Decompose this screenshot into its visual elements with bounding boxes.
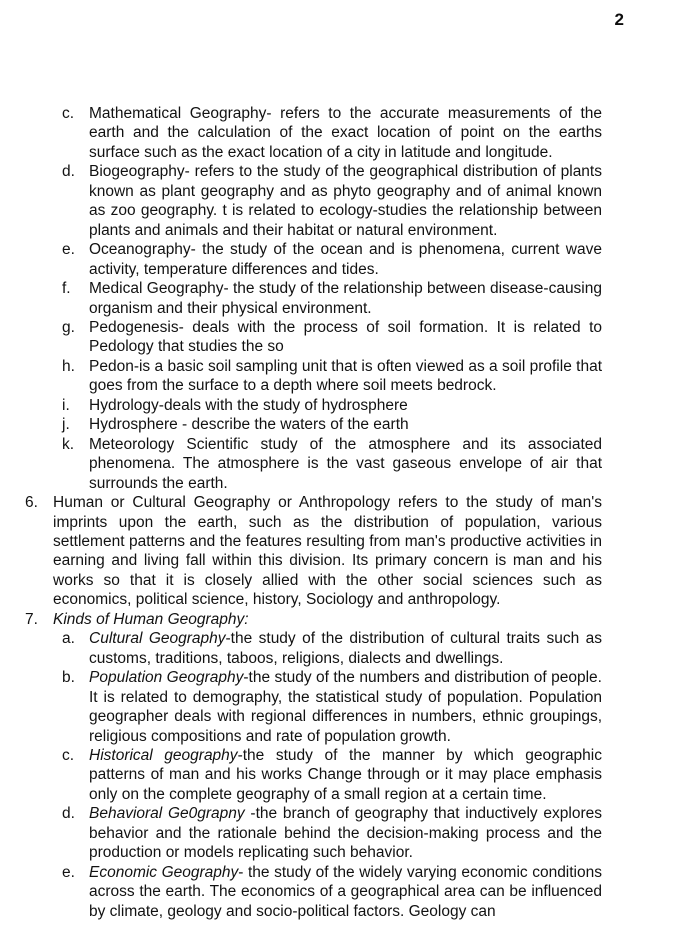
text-segment: Biogeography- refers to the study of the geographical distribution of plants known as plant geography and as phyto geography and of animal known as zoo geography. t is related to ecology-studies the relationship between plants and animals and their habitat or natural environment. [89, 163, 602, 239]
list-item [0, 629, 686, 668]
list-item-text [89, 357, 602, 396]
list-item [0, 863, 686, 921]
list-item-marker: e. [62, 863, 75, 881]
list-item-text [89, 104, 602, 162]
list-item-marker: 6. [25, 494, 38, 512]
list-item [0, 415, 686, 434]
text-segment: Pedon-is a basic soil sampling unit that is often viewed as a soil profile that goes from the surface to a depth where soil meets bedrock. [89, 357, 602, 395]
list-item [0, 104, 686, 162]
list-item-marker: b. [62, 669, 75, 687]
list-item [0, 804, 686, 862]
list-item [0, 610, 686, 629]
list-item-marker: a. [62, 630, 75, 648]
list-item [0, 240, 686, 279]
text-segment: -the branch of geography that inductively explores behavior and the rationale behind the decision-making process and the production or models replicating such behavior. [89, 805, 602, 862]
list-item-text [89, 162, 602, 240]
list-item [0, 435, 686, 493]
text-segment: -the study of the manner by which geographic patterns of man and his works Change through or it may place emphasis only on the complete geography of a small region at a certain time. [89, 746, 602, 803]
page-number: 2 [614, 10, 624, 29]
list-item-marker: h. [62, 357, 75, 375]
list-item-text [89, 746, 602, 804]
text-segment: -the study of the numbers and distribution of people. It is related to demography, the statistical study of population. Population geographer deals with regional differences in numbers, ethnic groupings, religious compositions and rate of population growth. [89, 669, 602, 745]
list-item-text [89, 415, 602, 434]
list-item [0, 318, 686, 357]
text-segment: Hydrology-deals with the study of hydrosphere [89, 396, 408, 414]
list-item-marker: i. [62, 396, 70, 414]
list-item-marker: j. [62, 416, 70, 434]
document-items [0, 104, 686, 921]
list-item-marker: c. [62, 746, 75, 764]
text-segment: Human or Cultural Geography or Anthropology refers to the study of man's imprints upon the earth, such as the distribution of population, various settlement patterns and the features resulting from man's productive activities in earning and living fall within this division. Its primary concern is man and his works so that it is closely allied with the other social sciences such as economics, political science, history, Sociology and anthropology. [53, 494, 602, 609]
list-item-text [89, 629, 602, 668]
list-item-marker: k. [62, 435, 75, 453]
text-segment: Hydrosphere - describe the waters of the earth [89, 416, 409, 434]
italic-text-segment: Population Geography [89, 669, 244, 687]
list-item-text [89, 396, 602, 415]
list-item [0, 668, 686, 746]
text-segment: Oceanography- the study of the ocean and is phenomena, current wave activity, temperature differences and tides. [89, 241, 602, 278]
text-segment: Pedogenesis- deals with the process of soil formation. It is related to Pedology that studies the so [89, 318, 602, 356]
list-item-marker: d. [62, 163, 75, 181]
list-item-text [53, 493, 602, 610]
list-item-text [53, 610, 602, 629]
italic-text-segment: Behavioral Ge0grapny [89, 805, 245, 823]
list-item [0, 279, 686, 318]
text-segment: Mathematical Geography- refers to the accurate measurements of the earth and the calculation of the exact location of point on the earths surface such as the exact location of a city in latitude and longitude. [89, 105, 602, 161]
list-item-marker: f. [62, 280, 71, 298]
italic-text-segment: Kinds of Human Geography: [53, 610, 249, 628]
italic-text-segment: Cultural Geography [89, 630, 226, 648]
list-item-marker: g. [62, 318, 75, 336]
list-item-text [89, 318, 602, 357]
list-item [0, 746, 686, 804]
text-segment: Medical Geography- the study of the relationship between disease-causing organism and their physical environment. [89, 280, 602, 317]
list-item [0, 162, 686, 240]
italic-text-segment: Historical geography [89, 746, 238, 764]
list-item-marker: e. [62, 241, 75, 259]
list-item-marker: 7. [25, 610, 38, 628]
text-segment: - the study of the widely varying economic conditions across the earth. The economics of a geographical area can be influenced by climate, geology and socio-political factors. Geology can [89, 863, 602, 920]
italic-text-segment: Economic Geography [89, 863, 239, 881]
list-item-text [89, 279, 602, 318]
text-segment: Meteorology Scientific study of the atmosphere and its associated phenomena. The atmosphere is the vast gaseous envelope of air that surrounds the earth. [89, 435, 602, 492]
list-item [0, 396, 686, 415]
list-item-text [89, 863, 602, 921]
list-item [0, 493, 686, 610]
list-item-text [89, 240, 602, 279]
list-item-marker: c. [62, 105, 75, 122]
list-item-marker: d. [62, 805, 75, 823]
list-item [0, 357, 686, 396]
list-item-text [89, 668, 602, 746]
text-segment: -the study of the distribution of cultural traits such as customs, traditions, taboos, religions, dialects and dwellings. [89, 630, 602, 667]
list-item-text [89, 804, 602, 862]
list-item-text [89, 435, 602, 493]
